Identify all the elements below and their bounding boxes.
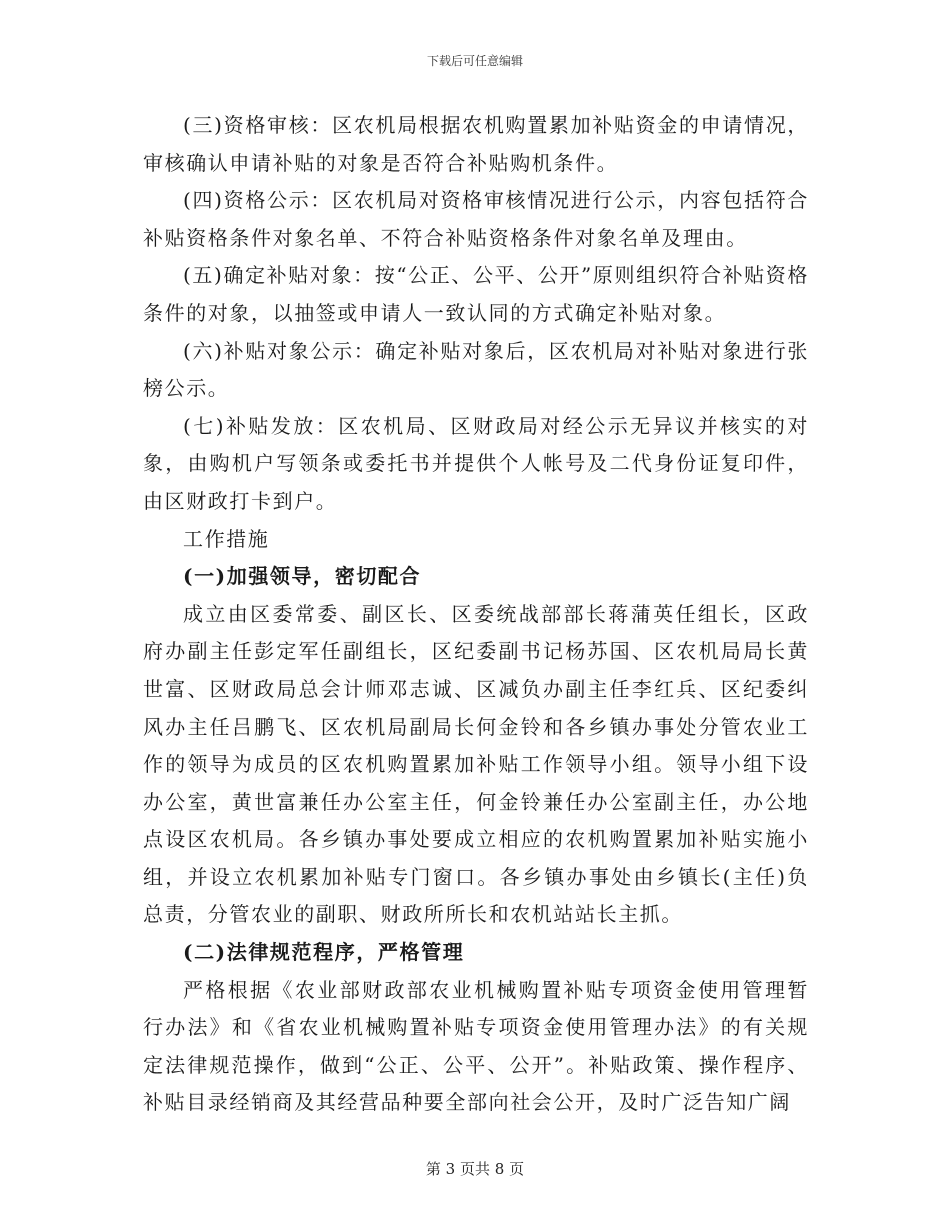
section-title-work-measures: 工作措施 bbox=[183, 526, 270, 551]
page-number: 第 3 页共 8 页 bbox=[425, 1160, 525, 1178]
heading-strengthen-leadership: (一)加强领导，密切配合 bbox=[183, 564, 422, 589]
paragraph-recipient-publicity: (六)补贴对象公示：确定补贴对象后，区农机局对补贴对象进行张榜公示。 bbox=[143, 338, 809, 401]
heading-standardize-procedures: (二)法律规范程序，严格管理 bbox=[183, 940, 465, 965]
paragraph-subsidy-payment: (七)补贴发放：区农机局、区财政局对经公示无异议并核实的对象，由购机户写领条或委托书并提供个人帐号及二代身份证复印件，由区财政打卡到户。 bbox=[143, 413, 809, 513]
paragraph-leadership-group: 成立由区委常委、副区长、区委统战部部长蒋蒲英任组长，区政府办副主任彭定军任副组长，区纪委副书记杨苏国、区农机局局长黄世富、区财政局总会计师邓志诚、区减负办副主任李红兵、区纪委纠风办主任吕鹏飞、区农机局副局长何金铃和各乡镇办事处分管农业工作的领导为成员的区农机购置累加补贴工作领导小组。领导小组下设办公室，黄世富兼任办公室主任，何金铃兼任办公室副主任，办公地点设区农机局。各乡镇办事处要成立相应的农机购置累加补贴实施小组，并设立农机累加补贴专门窗口。各乡镇办事处由乡镇长(主任)负总责，分管农业的副职、财政所所长和农机站站长主抓。 bbox=[143, 601, 809, 927]
document-body bbox=[143, 107, 809, 1122]
paragraph-qualification-review: (三)资格审核：区农机局根据农机购置累加补贴资金的申请情况，审核确认申请补贴的对象是否符合补贴购机条件。 bbox=[143, 113, 809, 175]
paragraph-determine-subsidy-recipients: (五)确定补贴对象：按“公正、公平、公开”原则组织符合补贴资格条件的对象，以抽签或申请人一致认同的方式确定补贴对象。 bbox=[143, 263, 809, 325]
paragraph-standardized-operation: 严格根据《农业部财政部农业机械购置补贴专项资金使用管理暂行办法》和《省农业机械购置补贴专项资金使用管理办法》的有关规定法律规范操作，做到“公正、公平、公开”。补贴政策、操作程序、补贴目录经销商及其经营品种要全部向社会公开，及时广泛告知广阔 bbox=[143, 977, 809, 1115]
page-header-note: 下载后可任意编辑 bbox=[426, 54, 523, 68]
paragraph-qualification-publicity: (四)资格公示：区农机局对资格审核情况进行公示，内容包括符合补贴资格条件对象名单、不符合补贴资格条件对象名单及理由。 bbox=[143, 188, 809, 250]
